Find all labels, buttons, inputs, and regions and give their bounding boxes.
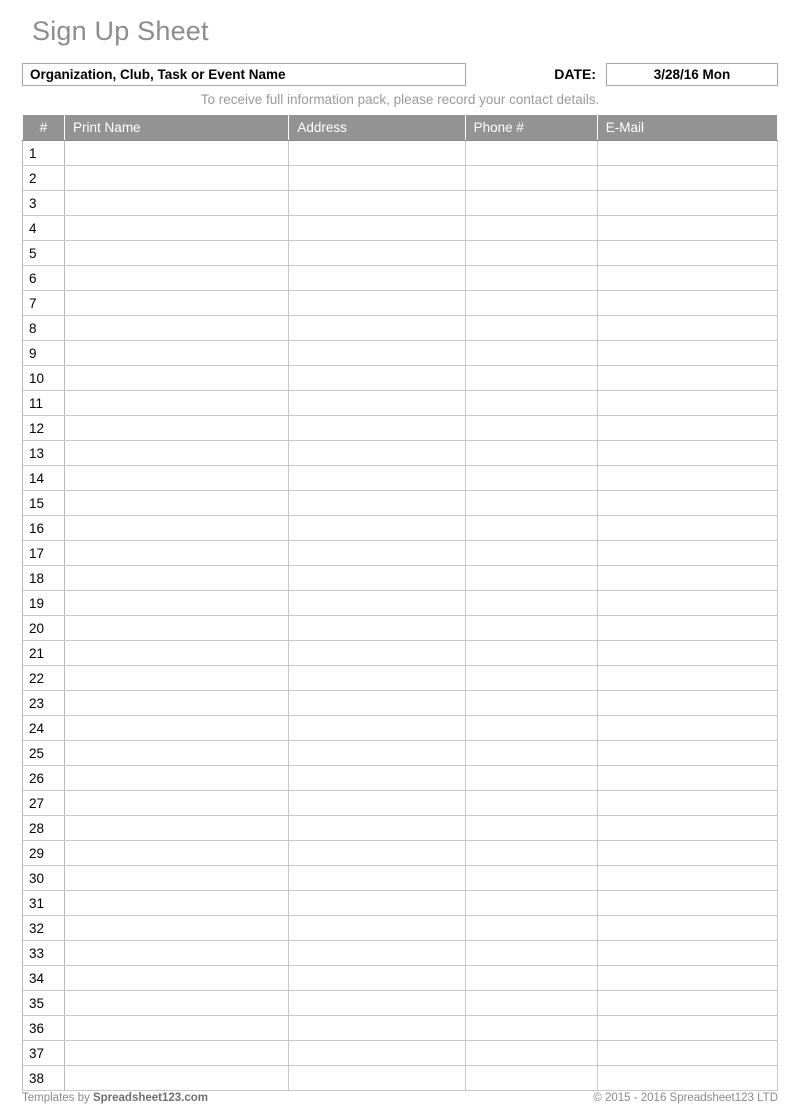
cell-print-name[interactable] — [65, 666, 289, 691]
cell-email[interactable] — [597, 466, 777, 491]
cell-phone[interactable] — [465, 891, 597, 916]
cell-print-name[interactable] — [65, 766, 289, 791]
row-number: 6 — [23, 266, 65, 291]
cell-print-name[interactable] — [65, 241, 289, 266]
table-row — [23, 641, 778, 666]
cell-address[interactable] — [289, 541, 465, 566]
row-number: 9 — [23, 341, 65, 366]
cell-print-name[interactable] — [65, 566, 289, 591]
row-number: 21 — [23, 641, 65, 666]
row-number: 20 — [23, 616, 65, 641]
cell-print-name[interactable] — [65, 1066, 289, 1091]
cell-address[interactable] — [289, 266, 465, 291]
cell-email[interactable] — [597, 341, 777, 366]
cell-address[interactable] — [289, 691, 465, 716]
table-row — [23, 516, 778, 541]
cell-address[interactable] — [289, 516, 465, 541]
table-row — [23, 491, 778, 516]
table-body — [23, 141, 778, 1091]
cell-phone[interactable] — [465, 1066, 597, 1091]
table-row — [23, 316, 778, 341]
cell-email[interactable] — [597, 541, 777, 566]
row-number: 28 — [23, 816, 65, 841]
row-number: 31 — [23, 891, 65, 916]
cell-email[interactable] — [597, 941, 777, 966]
cell-email[interactable] — [597, 966, 777, 991]
row-number: 35 — [23, 991, 65, 1016]
cell-email[interactable] — [597, 241, 777, 266]
table-row — [23, 1041, 778, 1066]
cell-phone[interactable] — [465, 191, 597, 216]
cell-email[interactable] — [597, 716, 777, 741]
cell-print-name[interactable] — [65, 466, 289, 491]
table-row — [23, 591, 778, 616]
cell-phone[interactable] — [465, 816, 597, 841]
cell-phone[interactable] — [465, 1016, 597, 1041]
table-row — [23, 941, 778, 966]
cell-phone[interactable] — [465, 991, 597, 1016]
cell-email[interactable] — [597, 991, 777, 1016]
cell-email[interactable] — [597, 366, 777, 391]
table-row — [23, 166, 778, 191]
cell-address[interactable] — [289, 1066, 465, 1091]
row-number: 14 — [23, 466, 65, 491]
column-header-address: Address — [289, 115, 465, 141]
cell-print-name[interactable] — [65, 416, 289, 441]
table-header-row — [23, 115, 778, 141]
cell-email[interactable] — [597, 791, 777, 816]
sign-up-table — [22, 114, 778, 1091]
cell-address[interactable] — [289, 866, 465, 891]
table-row — [23, 866, 778, 891]
table-row — [23, 916, 778, 941]
cell-address[interactable] — [289, 966, 465, 991]
cell-address[interactable] — [289, 991, 465, 1016]
cell-print-name[interactable] — [65, 716, 289, 741]
cell-print-name[interactable] — [65, 891, 289, 916]
instruction-text: To receive full information pack, please record your contact details. — [200, 92, 600, 107]
organization-field-value: Organization, Club, Task or Event Name — [30, 66, 286, 82]
row-number: 17 — [23, 541, 65, 566]
footer-copyright: © 2015 - 2016 Spreadsheet123 LTD — [593, 1092, 778, 1104]
table-row — [23, 791, 778, 816]
footer — [22, 1092, 778, 1104]
cell-phone[interactable] — [465, 716, 597, 741]
cell-email[interactable] — [597, 141, 777, 166]
cell-print-name[interactable] — [65, 341, 289, 366]
row-number: 27 — [23, 791, 65, 816]
organization-field[interactable] — [22, 63, 466, 86]
footer-credit — [22, 1092, 208, 1104]
table-row — [23, 366, 778, 391]
cell-phone[interactable] — [465, 216, 597, 241]
cell-address[interactable] — [289, 341, 465, 366]
row-number: 5 — [23, 241, 65, 266]
cell-address[interactable] — [289, 316, 465, 341]
cell-print-name[interactable] — [65, 791, 289, 816]
cell-address[interactable] — [289, 616, 465, 641]
cell-email[interactable] — [597, 416, 777, 441]
cell-address[interactable] — [289, 641, 465, 666]
cell-phone[interactable] — [465, 291, 597, 316]
cell-email[interactable] — [597, 891, 777, 916]
cell-address[interactable] — [289, 591, 465, 616]
cell-email[interactable] — [597, 291, 777, 316]
row-number: 18 — [23, 566, 65, 591]
cell-phone[interactable] — [465, 441, 597, 466]
cell-email[interactable] — [597, 691, 777, 716]
row-number: 32 — [23, 916, 65, 941]
cell-address[interactable] — [289, 141, 465, 166]
cell-phone[interactable] — [465, 566, 597, 591]
cell-print-name[interactable] — [65, 1041, 289, 1066]
cell-address[interactable] — [289, 791, 465, 816]
cell-email[interactable] — [597, 1016, 777, 1041]
cell-print-name[interactable] — [65, 616, 289, 641]
row-number: 26 — [23, 766, 65, 791]
cell-phone[interactable] — [465, 141, 597, 166]
cell-address[interactable] — [289, 741, 465, 766]
row-number: 33 — [23, 941, 65, 966]
column-header-print-name: Print Name — [65, 115, 289, 141]
cell-address[interactable] — [289, 366, 465, 391]
row-number: 22 — [23, 666, 65, 691]
row-number: 36 — [23, 1016, 65, 1041]
date-field-value: 3/28/16 Mon — [653, 66, 731, 82]
table-row — [23, 766, 778, 791]
cell-print-name[interactable] — [65, 841, 289, 866]
cell-phone[interactable] — [465, 466, 597, 491]
table-row — [23, 1016, 778, 1041]
table-row — [23, 966, 778, 991]
cell-phone[interactable] — [465, 341, 597, 366]
cell-phone[interactable] — [465, 841, 597, 866]
cell-address[interactable] — [289, 766, 465, 791]
cell-print-name[interactable] — [65, 441, 289, 466]
cell-phone[interactable] — [465, 266, 597, 291]
cell-address[interactable] — [289, 816, 465, 841]
cell-print-name[interactable] — [65, 391, 289, 416]
cell-print-name[interactable] — [65, 941, 289, 966]
date-field[interactable] — [606, 63, 778, 86]
row-number: 15 — [23, 491, 65, 516]
row-number: 29 — [23, 841, 65, 866]
cell-phone[interactable] — [465, 491, 597, 516]
row-number: 3 — [23, 191, 65, 216]
table-row — [23, 241, 778, 266]
row-number: 34 — [23, 966, 65, 991]
row-number: 8 — [23, 316, 65, 341]
cell-phone[interactable] — [465, 616, 597, 641]
table-row — [23, 291, 778, 316]
table-row — [23, 691, 778, 716]
row-number: 13 — [23, 441, 65, 466]
cell-phone[interactable] — [465, 966, 597, 991]
cell-email[interactable] — [597, 816, 777, 841]
table-row — [23, 466, 778, 491]
cell-phone[interactable] — [465, 241, 597, 266]
cell-print-name[interactable] — [65, 741, 289, 766]
cell-print-name[interactable] — [65, 291, 289, 316]
cell-address[interactable] — [289, 891, 465, 916]
cell-address[interactable] — [289, 216, 465, 241]
row-number: 24 — [23, 716, 65, 741]
row-number: 4 — [23, 216, 65, 241]
table-row — [23, 541, 778, 566]
table-row — [23, 341, 778, 366]
cell-address[interactable] — [289, 916, 465, 941]
cell-print-name[interactable] — [65, 816, 289, 841]
cell-address[interactable] — [289, 391, 465, 416]
cell-email[interactable] — [597, 266, 777, 291]
cell-print-name[interactable] — [65, 141, 289, 166]
table-row — [23, 616, 778, 641]
cell-phone[interactable] — [465, 1041, 597, 1066]
cell-email[interactable] — [597, 916, 777, 941]
cell-address[interactable] — [289, 491, 465, 516]
footer-brand-link[interactable]: Spreadsheet123.com — [92, 1092, 209, 1104]
table-row — [23, 416, 778, 441]
cell-address[interactable] — [289, 241, 465, 266]
table-row — [23, 566, 778, 591]
cell-email[interactable] — [597, 216, 777, 241]
cell-email[interactable] — [597, 766, 777, 791]
cell-email[interactable] — [597, 316, 777, 341]
table-row — [23, 191, 778, 216]
table-row — [23, 141, 778, 166]
cell-email[interactable] — [597, 1041, 777, 1066]
cell-phone[interactable] — [465, 641, 597, 666]
footer-credit-prefix: Templates by — [22, 1092, 93, 1104]
cell-email[interactable] — [597, 566, 777, 591]
page-title: Sign Up Sheet — [32, 16, 209, 46]
row-number: 30 — [23, 866, 65, 891]
cell-address[interactable] — [289, 666, 465, 691]
cell-print-name[interactable] — [65, 166, 289, 191]
table-row — [23, 1066, 778, 1091]
column-header-number: # — [23, 115, 65, 141]
cell-address[interactable] — [289, 941, 465, 966]
row-number: 37 — [23, 1041, 65, 1066]
table-row — [23, 266, 778, 291]
cell-address[interactable] — [289, 566, 465, 591]
cell-phone[interactable] — [465, 916, 597, 941]
cell-email[interactable] — [597, 491, 777, 516]
cell-email[interactable] — [597, 391, 777, 416]
table-row — [23, 441, 778, 466]
cell-print-name[interactable] — [65, 691, 289, 716]
row-number: 16 — [23, 516, 65, 541]
cell-print-name[interactable] — [65, 591, 289, 616]
cell-print-name[interactable] — [65, 641, 289, 666]
cell-email[interactable] — [597, 191, 777, 216]
row-number: 38 — [23, 1066, 65, 1091]
cell-phone[interactable] — [465, 691, 597, 716]
cell-print-name[interactable] — [65, 266, 289, 291]
table-row — [23, 716, 778, 741]
cell-print-name[interactable] — [65, 916, 289, 941]
cell-print-name[interactable] — [65, 991, 289, 1016]
cell-print-name[interactable] — [65, 541, 289, 566]
cell-phone[interactable] — [465, 416, 597, 441]
cell-phone[interactable] — [465, 366, 597, 391]
cell-address[interactable] — [289, 441, 465, 466]
row-number: 2 — [23, 166, 65, 191]
table-row — [23, 816, 778, 841]
cell-address[interactable] — [289, 291, 465, 316]
table-row — [23, 841, 778, 866]
cell-print-name[interactable] — [65, 216, 289, 241]
cell-phone[interactable] — [465, 666, 597, 691]
cell-address[interactable] — [289, 1016, 465, 1041]
meta-row — [22, 62, 778, 86]
row-number: 1 — [23, 141, 65, 166]
cell-email[interactable] — [597, 666, 777, 691]
cell-address[interactable] — [289, 466, 465, 491]
table-row — [23, 666, 778, 691]
row-number: 25 — [23, 741, 65, 766]
table-row — [23, 391, 778, 416]
column-header-phone: Phone # — [465, 115, 597, 141]
column-header-email: E-Mail — [597, 115, 777, 141]
cell-address[interactable] — [289, 191, 465, 216]
cell-email[interactable] — [597, 841, 777, 866]
table-row — [23, 741, 778, 766]
cell-email[interactable] — [597, 616, 777, 641]
cell-phone[interactable] — [465, 941, 597, 966]
date-label: DATE: — [554, 66, 596, 82]
cell-print-name[interactable] — [65, 366, 289, 391]
table-row — [23, 216, 778, 241]
cell-print-name[interactable] — [65, 966, 289, 991]
cell-email[interactable] — [597, 1066, 777, 1091]
cell-address[interactable] — [289, 416, 465, 441]
cell-phone[interactable] — [465, 316, 597, 341]
cell-print-name[interactable] — [65, 516, 289, 541]
cell-email[interactable] — [597, 866, 777, 891]
cell-email[interactable] — [597, 591, 777, 616]
table-row — [23, 991, 778, 1016]
cell-phone[interactable] — [465, 541, 597, 566]
cell-email[interactable] — [597, 641, 777, 666]
cell-print-name[interactable] — [65, 191, 289, 216]
cell-print-name[interactable] — [65, 491, 289, 516]
cell-email[interactable] — [597, 516, 777, 541]
cell-phone[interactable] — [465, 741, 597, 766]
cell-phone[interactable] — [465, 166, 597, 191]
cell-email[interactable] — [597, 166, 777, 191]
table-row — [23, 891, 778, 916]
row-number: 11 — [23, 391, 65, 416]
row-number: 10 — [23, 366, 65, 391]
cell-email[interactable] — [597, 741, 777, 766]
cell-address[interactable] — [289, 166, 465, 191]
cell-address[interactable] — [289, 841, 465, 866]
cell-print-name[interactable] — [65, 866, 289, 891]
cell-email[interactable] — [597, 441, 777, 466]
row-number: 23 — [23, 691, 65, 716]
cell-phone[interactable] — [465, 391, 597, 416]
cell-print-name[interactable] — [65, 316, 289, 341]
cell-phone[interactable] — [465, 516, 597, 541]
cell-address[interactable] — [289, 1041, 465, 1066]
cell-phone[interactable] — [465, 866, 597, 891]
row-number: 19 — [23, 591, 65, 616]
cell-phone[interactable] — [465, 591, 597, 616]
row-number: 12 — [23, 416, 65, 441]
cell-phone[interactable] — [465, 766, 597, 791]
cell-phone[interactable] — [465, 791, 597, 816]
row-number: 7 — [23, 291, 65, 316]
cell-address[interactable] — [289, 716, 465, 741]
cell-print-name[interactable] — [65, 1016, 289, 1041]
